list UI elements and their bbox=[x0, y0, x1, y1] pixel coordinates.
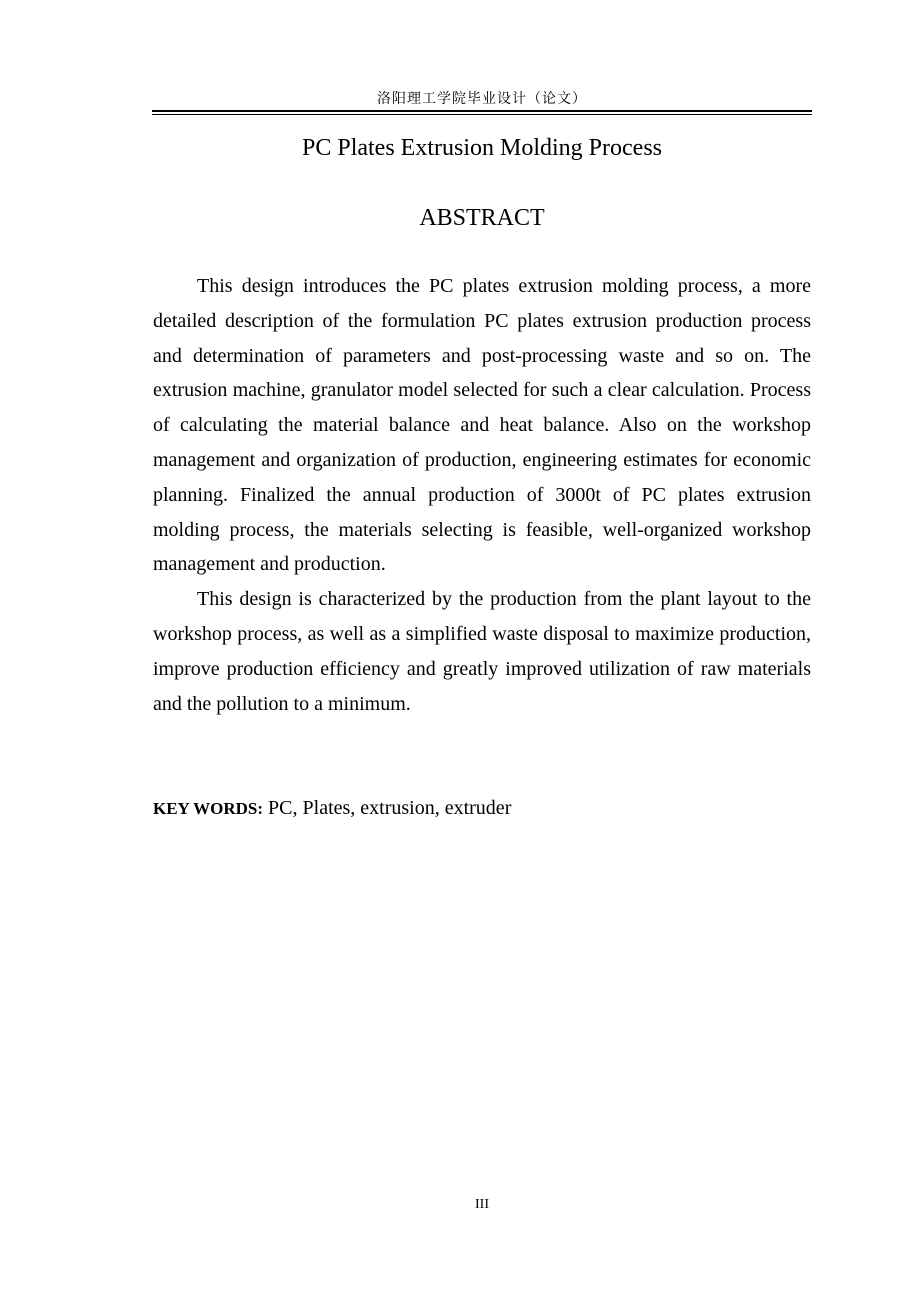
keywords-value: PC, Plates, extrusion, extruder bbox=[268, 797, 512, 819]
page-number: III bbox=[475, 1197, 489, 1212]
paper-title: PC Plates Extrusion Molding Process bbox=[301, 135, 662, 161]
abstract-heading: ABSTRACT bbox=[419, 205, 545, 231]
abstract-body bbox=[153, 269, 811, 721]
abstract-paragraph-1: This design introduces the PC plates extrusion molding process, a more detailed description of the formulation PC plates extrusion production process and determination of parameters and post-processing waste and so on. The extrusion machine, granulator model selected for such a clear calculation. Process of calculating the material balance and heat balance. Also on the workshop management and organization of production, engineering estimates for economic planning. Finalized the annual production of 3000t of PC plates extrusion molding process, the materials selecting is feasible, well-organized workshop management and production. bbox=[153, 275, 811, 576]
header-rule-thin bbox=[152, 114, 812, 115]
keywords-label: KEY WORDS: bbox=[153, 799, 264, 818]
running-header: 洛阳理工学院毕业设计（论文） bbox=[377, 91, 587, 107]
keywords-line bbox=[153, 791, 811, 826]
header-rule bbox=[152, 110, 812, 112]
abstract-paragraph-2: This design is characterized by the production from the plant layout to the workshop process, as well as a simplified waste disposal to maximize production, improve production efficiency and greatly improved utilization of raw materials and the pollution to a minimum. bbox=[153, 588, 811, 715]
